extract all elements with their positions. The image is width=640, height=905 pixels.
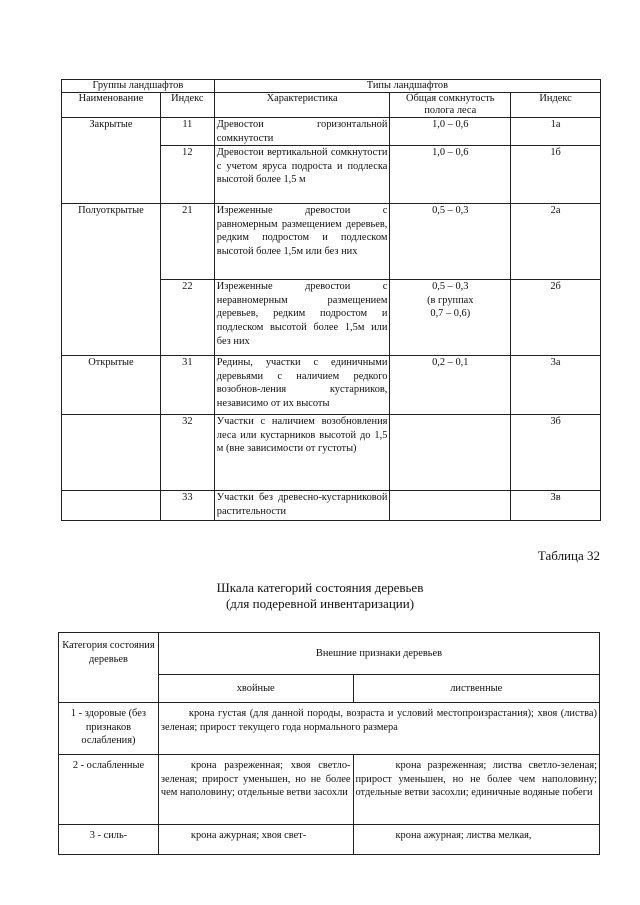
tree-condition-table xyxy=(58,632,600,855)
table-row xyxy=(59,703,600,755)
header-type-index: Индекс xyxy=(511,93,601,118)
row-type-index: 1а xyxy=(511,118,601,146)
row-index: 33 xyxy=(160,491,214,521)
signs-both: крона густая (для данной породы, возраста и условий местопроизрастания); хвоя (листва) зеленая; прирост текущего года нормального размера xyxy=(158,703,599,755)
signs-conifer: крона разреженная; хвоя светло-зеленая; прирост уменьшен, но не более чем наполовину; отдельные ветви засохли xyxy=(158,755,353,825)
table-row xyxy=(62,415,601,491)
group-name: Полуоткрытые xyxy=(62,204,161,356)
category-cell: 3 - силь- xyxy=(59,825,159,855)
row-characteristic: Изреженные древостои с равномерным размещением деревьев, редким подростом и подлеском высотой более 1,5м или без них xyxy=(214,204,390,280)
row-type-index: 1б xyxy=(511,146,601,204)
table-title-line1: Шкала категорий состояния деревьев xyxy=(216,580,424,595)
group-name-empty xyxy=(62,491,161,521)
table-row xyxy=(59,755,600,825)
row-characteristic: Участки с наличием возобновления леса или кустарников высотой до 1,5 м (вне зависимости от густоты) xyxy=(214,415,390,491)
row-type-index: 3б xyxy=(511,415,601,491)
row-characteristic: Древостои вертикальной сомкнутости с учетом яруса подроста и подлеска высотой более 1,5 м xyxy=(214,146,390,204)
header-name: Наименование xyxy=(62,93,161,118)
group-name-empty xyxy=(62,415,161,491)
category-cell: 2 - ослабленные xyxy=(59,755,159,825)
table-row xyxy=(62,491,601,521)
landscape-table xyxy=(61,79,601,521)
table-number: Таблица 32 xyxy=(537,548,600,563)
row-closure: 0,2 – 0,1 xyxy=(390,356,511,415)
group-name: Открытые xyxy=(62,356,161,415)
row-type-index: 3в xyxy=(511,491,601,521)
header-signs: Внешние признаки деревьев xyxy=(158,633,599,675)
table-row xyxy=(59,825,600,855)
row-closure xyxy=(390,491,511,521)
signs-conifer: крона ажурная; хвоя свет- xyxy=(158,825,353,855)
category-cell: 1 - здоровые (без признаков ослабления) xyxy=(59,703,159,755)
signs-deciduous: крона ажурная; листва мелкая, xyxy=(353,825,600,855)
row-characteristic: Редины, участки с единичными деревьями с наличием редкого возобнов-ления кустарников, независимо от их высоты xyxy=(214,356,390,415)
table-row xyxy=(62,204,601,280)
row-closure-groups: (в группах xyxy=(427,294,474,306)
row-index: 22 xyxy=(160,280,214,356)
header-characteristic: Характеристика xyxy=(214,93,390,118)
row-closure: 1,0 – 0,6 xyxy=(390,146,511,204)
header-deciduous: лиственные xyxy=(353,675,600,703)
header-index: Индекс xyxy=(160,93,214,118)
row-type-index: 3а xyxy=(511,356,601,415)
header-category: Категория состояния деревьев xyxy=(59,633,159,703)
header-conifer: хвойные xyxy=(158,675,353,703)
row-index: 21 xyxy=(160,204,214,280)
header-groups: Группы ландшафтов xyxy=(62,80,215,93)
row-closure: 1,0 – 0,6 xyxy=(390,118,511,146)
row-characteristic: Изреженные древостои с неравномерным размещением деревьев, редким подростом и подлеском высотой более 1,5м или без них xyxy=(214,280,390,356)
row-closure-groups-range: 0,7 – 0,6) xyxy=(430,308,471,320)
header-types: Типы ландшафтов xyxy=(214,80,600,93)
signs-deciduous: крона разреженная; листва светло-зеленая; прирост уменьшен, но не более чем наполовину; отдельные ветви засохли; единичные водяные побеги xyxy=(353,755,600,825)
row-closure: 0,5 – 0,3 xyxy=(432,281,469,293)
row-closure: 0,5 – 0,3 xyxy=(390,204,511,280)
row-index: 32 xyxy=(160,415,214,491)
row-characteristic: Древостои горизонтальной сомкнутости xyxy=(214,118,390,146)
table-title xyxy=(0,580,640,612)
row-closure xyxy=(390,415,511,491)
group-name: Закрытые xyxy=(62,118,161,204)
table-row xyxy=(62,118,601,146)
row-index: 31 xyxy=(160,356,214,415)
row-characteristic: Участки без древесно-кустарниковой растительности xyxy=(214,491,390,521)
table-title-line2: (для подеревной инвентаризации) xyxy=(225,596,415,611)
header-closure: Общая сомкнутость полога леса xyxy=(390,93,511,118)
table-row xyxy=(62,356,601,415)
row-index: 12 xyxy=(160,146,214,204)
row-type-index: 2б xyxy=(511,280,601,356)
row-closure-cell xyxy=(390,280,511,356)
row-type-index: 2а xyxy=(511,204,601,280)
row-index: 11 xyxy=(160,118,214,146)
